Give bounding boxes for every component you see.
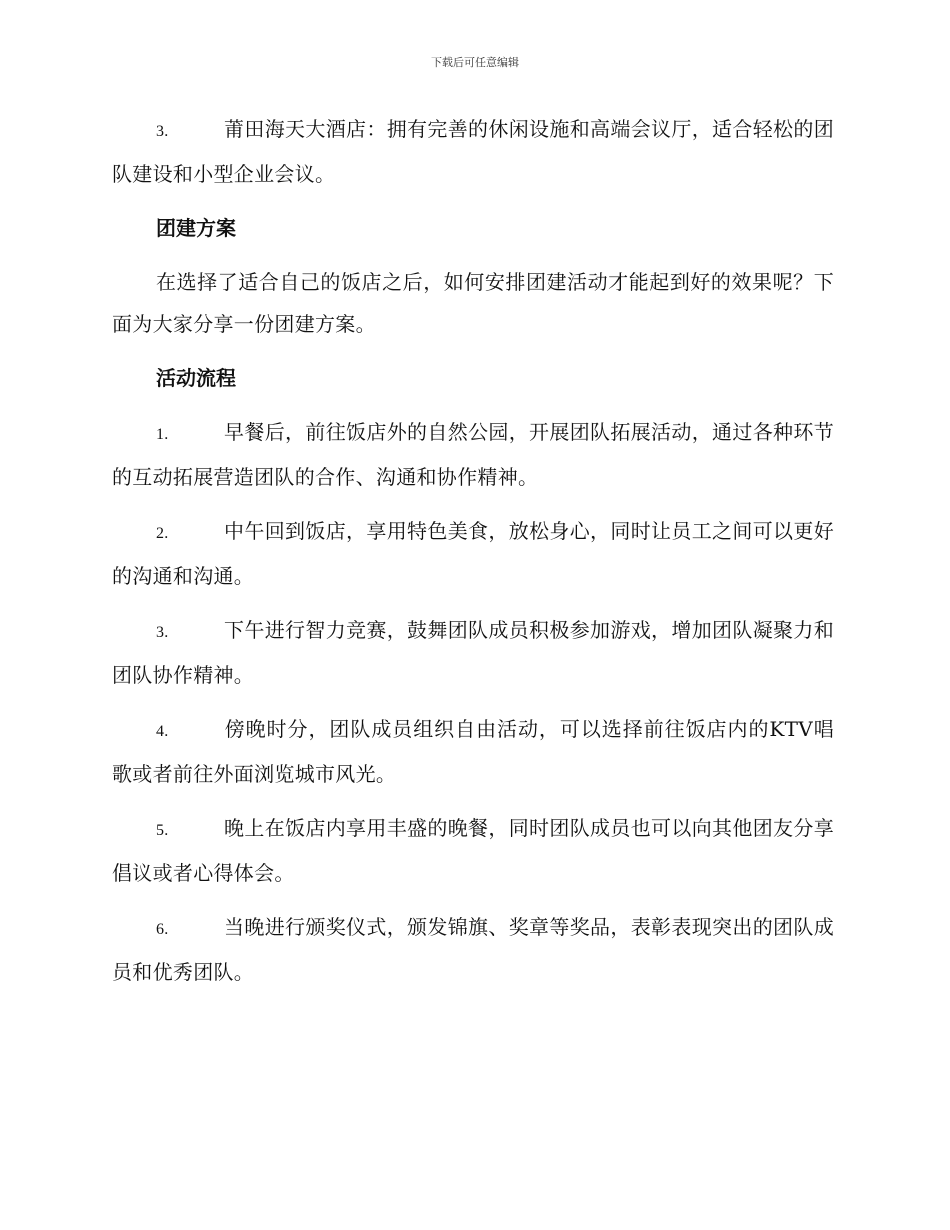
intro-paragraph: 在选择了适合自己的饭店之后，如何安排团建活动才能起到好的效果呢？下面为大家分享一份团建方案。	[112, 270, 834, 336]
list-item-number: 6.	[156, 921, 169, 938]
list-item	[112, 807, 834, 894]
list-item-number: 5.	[156, 822, 169, 839]
list-item-number: 3.	[156, 624, 169, 641]
list-item-text: 下午进行智力竞赛，鼓舞团队成员积极参加游戏，增加团队凝聚力和团队协作精神。	[112, 618, 834, 687]
list-item-number: 1.	[156, 426, 169, 443]
section-heading-plan: 团建方案	[156, 216, 236, 240]
list-item-text: 晚上在饭店内享用丰盛的晚餐，同时团队成员也可以向其他团友分享倡议或者心得体会。	[112, 816, 834, 885]
list-item	[112, 609, 834, 696]
list-item-number: 2.	[156, 525, 169, 542]
list-item	[112, 906, 834, 993]
list-item	[112, 708, 834, 795]
document-body	[112, 108, 834, 1005]
list-item-text: 中午回到饭店，享用特色美食，放松身心，同时让员工之间可以更好的沟通和沟通。	[112, 519, 834, 588]
list-item-number: 4.	[156, 723, 169, 740]
list-item-text: 莆田海天大酒店：拥有完善的休闲设施和高端会议厅，适合轻松的团队建设和小型企业会议。	[112, 117, 834, 186]
list-item	[112, 510, 834, 597]
list-item-text: 早餐后，前往饭店外的自然公园，开展团队拓展活动，通过各种环节的互动拓展营造团队的合作、沟通和协作精神。	[112, 420, 834, 489]
section-heading-process: 活动流程	[156, 366, 236, 390]
list-item-number: 3.	[156, 123, 169, 140]
list-item	[112, 411, 834, 498]
list-item-text: 傍晚时分，团队成员组织自由活动，可以选择前往饭店内的KTV唱歌或者前往外面浏览城市风光。	[112, 717, 834, 786]
page-header: 下载后可任意编辑	[431, 56, 519, 69]
list-item	[112, 108, 834, 195]
list-item-text: 当晚进行颁奖仪式，颁发锦旗、奖章等奖品，表彰表现突出的团队成员和优秀团队。	[112, 915, 834, 984]
